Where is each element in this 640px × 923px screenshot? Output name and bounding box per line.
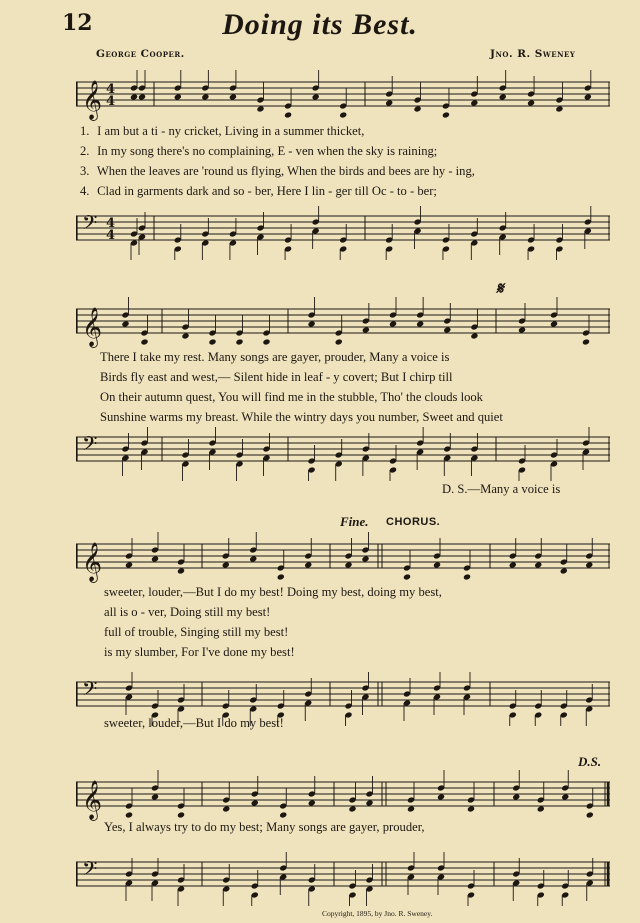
verse-number: 1.	[80, 124, 90, 138]
treble-staff-system-4	[76, 768, 610, 826]
lyricist-credit: George Cooper.	[96, 48, 185, 60]
note-head	[437, 793, 445, 800]
lyric-text: When the leaves are 'round us flying, When the birds and bees are hy - ing,	[96, 164, 475, 178]
note-head	[177, 811, 185, 818]
note-head	[561, 793, 569, 800]
segno-mark: 𝄋	[496, 279, 504, 298]
note-head	[467, 805, 475, 812]
note-head	[433, 561, 441, 568]
note-head	[208, 338, 216, 345]
lyrics-system-1	[80, 124, 610, 204]
ds-mark: D.S.	[578, 754, 602, 769]
note-head	[177, 567, 185, 574]
note-head	[181, 332, 189, 339]
lyric-line: Sunshine warms my breast. While the wintry days you number, Sweet and quiet	[100, 410, 503, 424]
note-head	[256, 105, 264, 112]
note-head	[407, 805, 415, 812]
note-head	[361, 555, 369, 562]
note-head	[140, 338, 148, 345]
note-head	[235, 338, 243, 345]
note-head	[284, 111, 292, 118]
time-signature-bottom: 4	[106, 228, 116, 243]
treble-clef-icon: 𝄞	[82, 307, 103, 347]
lyric-line: sweeter, louder,—But I do my best! Doing my best, doing my best,	[104, 585, 442, 599]
note-head	[251, 799, 259, 806]
note-head	[348, 805, 356, 812]
lyric-line: Birds fly east and west,— Silent hide in leaf - y covert; But I chirp till	[100, 370, 453, 384]
note-head	[362, 326, 370, 333]
bass-clef-icon: 𝄢	[82, 677, 98, 705]
note-head	[249, 555, 257, 562]
note-head	[339, 111, 347, 118]
note-head	[277, 573, 285, 580]
note-head	[555, 105, 563, 112]
bass-clef-icon: 𝄢	[82, 211, 98, 239]
time-signature-bottom: 4	[106, 94, 116, 109]
bass-clef-icon: 𝄢	[82, 857, 98, 885]
lyric-line	[80, 184, 610, 204]
note-head	[509, 561, 517, 568]
lyric-line: is my slumber, For I've done my best!	[104, 645, 295, 659]
note-head	[174, 93, 182, 100]
note-head	[403, 573, 411, 580]
note-head	[534, 561, 542, 568]
note-head	[512, 793, 520, 800]
note-head	[262, 338, 270, 345]
note-head	[560, 567, 568, 574]
lyric-line: Yes, I always try to do my best; Many songs are gayer, prouder,	[104, 820, 425, 834]
treble-clef-icon: 𝄞	[82, 780, 103, 820]
note-head	[125, 811, 133, 818]
treble-staff-system-3	[76, 530, 610, 588]
note-head	[151, 555, 159, 562]
note-head	[125, 561, 133, 568]
treble-staff-system-2	[76, 295, 610, 353]
note-head	[537, 805, 545, 812]
note-head	[201, 93, 209, 100]
note-head	[389, 320, 397, 327]
lyric-text: Clad in garments dark and so - ber, Here I lin - ger till Oc - to - ber;	[97, 184, 437, 198]
note-head	[365, 799, 373, 806]
composer-credit: Jno. R. Sweney	[490, 48, 576, 60]
ds-lyric-line: D. S.—Many a voice is	[442, 482, 561, 496]
time-signature-top: 4	[106, 82, 116, 97]
note-head	[222, 805, 230, 812]
lyric-line	[80, 164, 610, 184]
lyric-line: full of trouble, Singing still my best!	[104, 625, 289, 639]
note-head	[308, 799, 316, 806]
note-head	[470, 99, 478, 106]
chorus-heading: CHORUS.	[386, 516, 441, 528]
note-head	[344, 561, 352, 568]
verse-number: 4.	[80, 184, 90, 198]
note-head	[222, 561, 230, 568]
note-head	[229, 93, 237, 100]
note-head	[385, 99, 393, 106]
note-head	[463, 573, 471, 580]
note-head	[442, 111, 450, 118]
lyrics-system-3	[104, 585, 634, 665]
note-head	[470, 332, 478, 339]
lyrics-system-2	[100, 350, 630, 430]
treble-clef-icon: 𝄞	[82, 80, 103, 120]
note-head	[279, 811, 287, 818]
note-head	[586, 811, 594, 818]
note-head	[130, 93, 138, 100]
note-head	[308, 320, 316, 327]
treble-staff-system-1	[76, 68, 610, 126]
note-head	[518, 326, 526, 333]
bass-staff-system-2	[76, 423, 610, 481]
verse-number: 3.	[80, 164, 90, 178]
note-head	[550, 320, 558, 327]
bass-lyric-line: sweeter, louder,—But I do my best!	[104, 716, 284, 730]
note-head	[584, 93, 592, 100]
note-head	[527, 99, 535, 106]
fine-mark: Fine.	[340, 514, 369, 529]
song-title: Doing its Best.	[222, 8, 418, 41]
lyric-text: In my song there's no complaining, E - ven when the sky is raining;	[97, 144, 438, 158]
note-head	[585, 561, 593, 568]
page-number: 12	[62, 10, 93, 36]
time-signature-top: 4	[106, 216, 116, 231]
bass-staff-system-4	[76, 848, 610, 906]
note-head	[416, 320, 424, 327]
lyric-line	[80, 124, 610, 144]
verse-number: 2.	[80, 144, 90, 158]
note-head	[582, 338, 590, 345]
treble-clef-icon: 𝄞	[82, 542, 103, 582]
lyrics-system-4	[104, 820, 634, 840]
note-head	[121, 320, 129, 327]
lyric-text: I am but a ti - ny cricket, Living in a summer thicket,	[97, 124, 365, 138]
note-head	[335, 338, 343, 345]
lyric-line: all is o - ver, Doing still my best!	[104, 605, 271, 619]
note-head	[138, 93, 146, 100]
note-head	[499, 93, 507, 100]
note-head	[443, 326, 451, 333]
note-head	[151, 793, 159, 800]
note-head	[304, 561, 312, 568]
copyright-notice: Copyright, 1895, by Jno. R. Sweney.	[322, 909, 433, 918]
note-head	[312, 93, 320, 100]
bass-staff-system-1	[76, 202, 610, 260]
lyric-line	[80, 144, 610, 164]
note-head	[414, 105, 422, 112]
lyric-line: There I take my rest. Many songs are gayer, prouder, Many a voice is	[100, 350, 450, 364]
lyric-line: On their autumn quest, You will find me in the stubble, Tho' the clouds look	[100, 390, 483, 404]
bass-clef-icon: 𝄢	[82, 432, 98, 460]
